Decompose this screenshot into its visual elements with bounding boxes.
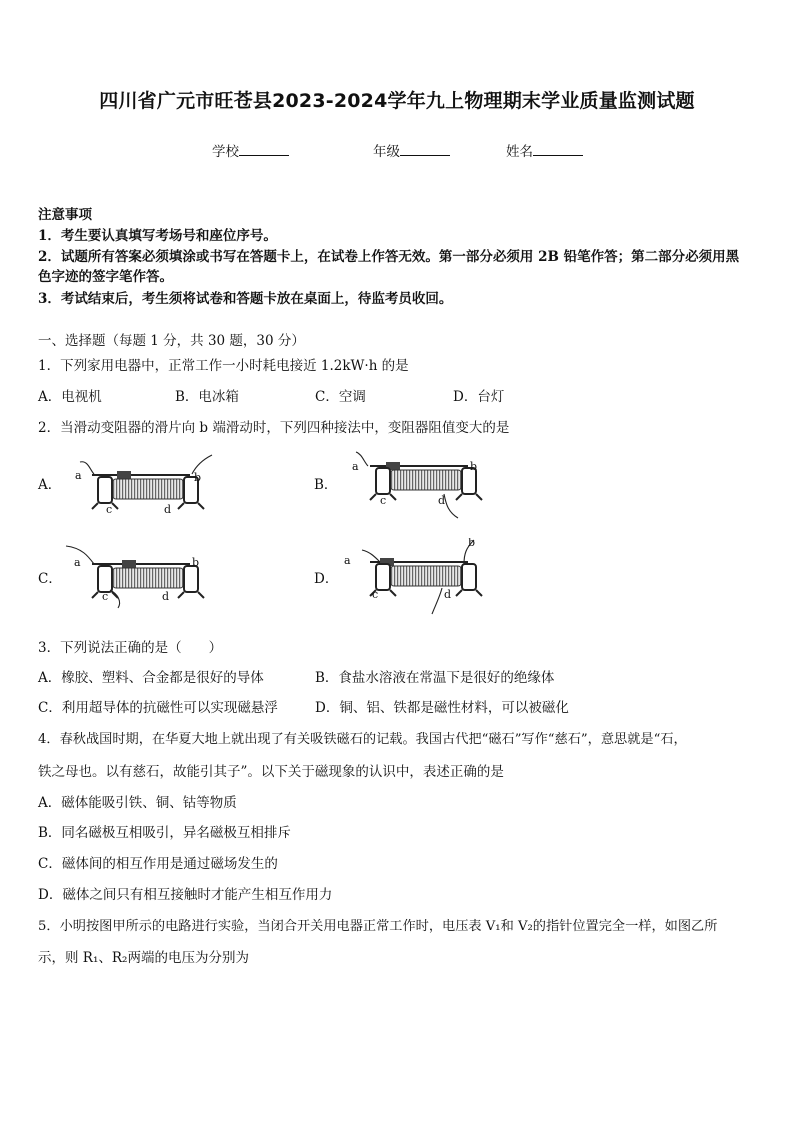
slider[interactable] [117, 471, 131, 479]
notice-item-1: 1．考生要认真填写考场号和座位序号。 [38, 228, 277, 244]
q1-stem: 1．下列家用电器中，正常工作一小时耗电接近 1.2kW·h 的是 [38, 358, 409, 374]
rheostat-diagram-b[interactable] [340, 448, 500, 520]
q4-option-a[interactable]: A．磁体能吸引铁、铜、钴等物质 [38, 795, 237, 811]
terminal-c-label: c [102, 590, 109, 603]
q1-option-a[interactable]: A．电视机 [38, 389, 102, 405]
name-blank[interactable] [533, 143, 583, 156]
q4-stem-line-2: 铁之母也。以有慈石，故能引其子”。以下关于磁现象的认识中，表述正确的是 [38, 764, 504, 780]
name-label: 姓名 [506, 144, 533, 160]
section-heading: 一、选择题（每题 1 分，共 30 题，30 分） [38, 333, 305, 349]
q2-option-d[interactable]: D． [314, 571, 339, 587]
terminal-a-label: a [75, 469, 82, 482]
q1-option-d[interactable]: D．台灯 [453, 389, 505, 405]
terminal-c-label: c [372, 588, 379, 601]
terminal-b-label: b [194, 471, 202, 484]
grade-blank[interactable] [400, 143, 450, 156]
slider[interactable] [122, 560, 136, 568]
terminal-b-label: b [192, 556, 200, 569]
q4-stem-line-1: 4．春秋战国时期，在华夏大地上就出现了有关吸铁磁石的记载。我国古代把“磁石”写作“慈石”，意思就是“石， [38, 732, 687, 747]
terminal-b-label: b [468, 538, 476, 549]
q3-option-c[interactable]: C．利用超导体的抗磁性可以实现磁悬浮 [38, 700, 278, 716]
terminal-d-label: d [164, 503, 172, 516]
q5-stem-line-2: 示，则 R₁、R₂两端的电压为分别为 [38, 950, 249, 966]
notice-item-2-cont: 色字迹的签字笔作答。 [38, 269, 173, 285]
terminal-d-label: d [444, 588, 452, 601]
q2-option-a[interactable]: A． [38, 477, 62, 493]
terminal-b-label: b [470, 460, 478, 473]
q2-option-b[interactable]: B． [314, 477, 338, 493]
school-blank[interactable] [239, 143, 289, 156]
q3-option-b[interactable]: B．食盐水溶液在常温下是很好的绝缘体 [315, 670, 555, 686]
terminal-a-label: a [344, 554, 351, 567]
page-title: 四川省广元市旺苍县2023-2024学年九上物理期末学业质量监测试题 [99, 90, 695, 112]
q2-option-c[interactable]: C． [38, 571, 62, 587]
q2-stem: 2．当滑动变阻器的滑片向 b 端滑动时，下列四种接法中，变阻器阻值变大的是 [38, 420, 510, 436]
rheostat-diagram-a[interactable] [62, 450, 222, 522]
terminal-a-label: a [74, 556, 81, 569]
q4-option-d[interactable]: D．磁体之间只有相互接触时才能产生相互作用力 [38, 887, 333, 903]
terminal-c-label: c [106, 503, 113, 516]
rheostat-diagram-d[interactable] [340, 538, 500, 616]
terminal-a-label: a [352, 460, 359, 473]
notice-item-3: 3．考试结束后，考生须将试卷和答题卡放在桌面上，待监考员收回。 [38, 291, 453, 307]
q1-option-b[interactable]: B．电冰箱 [175, 389, 239, 405]
q4-option-c[interactable]: C．磁体间的相互作用是通过磁场发生的 [38, 856, 278, 872]
terminal-c-label: c [380, 494, 387, 507]
rheostat-diagram-c[interactable] [62, 542, 222, 614]
q3-option-a[interactable]: A．橡胶、塑料、合金都是很好的导体 [38, 670, 264, 686]
name-field [506, 140, 583, 160]
q1-option-c[interactable]: C．空调 [315, 389, 366, 405]
grade-label: 年级 [373, 144, 400, 160]
school-field [212, 140, 289, 160]
notice-item-2: 2．试题所有答案必须填涂或书写在答题卡上，在试卷上作答无效。第一部分必须用 2B 铅笔作答；第二部分必须用黑 [38, 249, 740, 265]
q5-stem-line-1: 5．小明按图甲所示的电路进行实验，当闭合开关用电器正常工作时，电压表 V₁和 V₂的指针位置完全一样，如图乙所 [38, 919, 718, 934]
terminal-d-label: d [438, 494, 446, 507]
grade-field [373, 140, 450, 160]
terminal-d-label: d [162, 590, 170, 603]
q3-option-d[interactable]: D．铜、铝、铁都是磁性材料，可以被磁化 [315, 700, 569, 716]
school-label: 学校 [212, 144, 239, 160]
q3-stem: 3．下列说法正确的是（ ） [38, 640, 223, 656]
q4-option-b[interactable]: B．同名磁极互相吸引，异名磁极互相排斥 [38, 825, 291, 841]
notice-heading: 注意事项 [38, 207, 92, 223]
